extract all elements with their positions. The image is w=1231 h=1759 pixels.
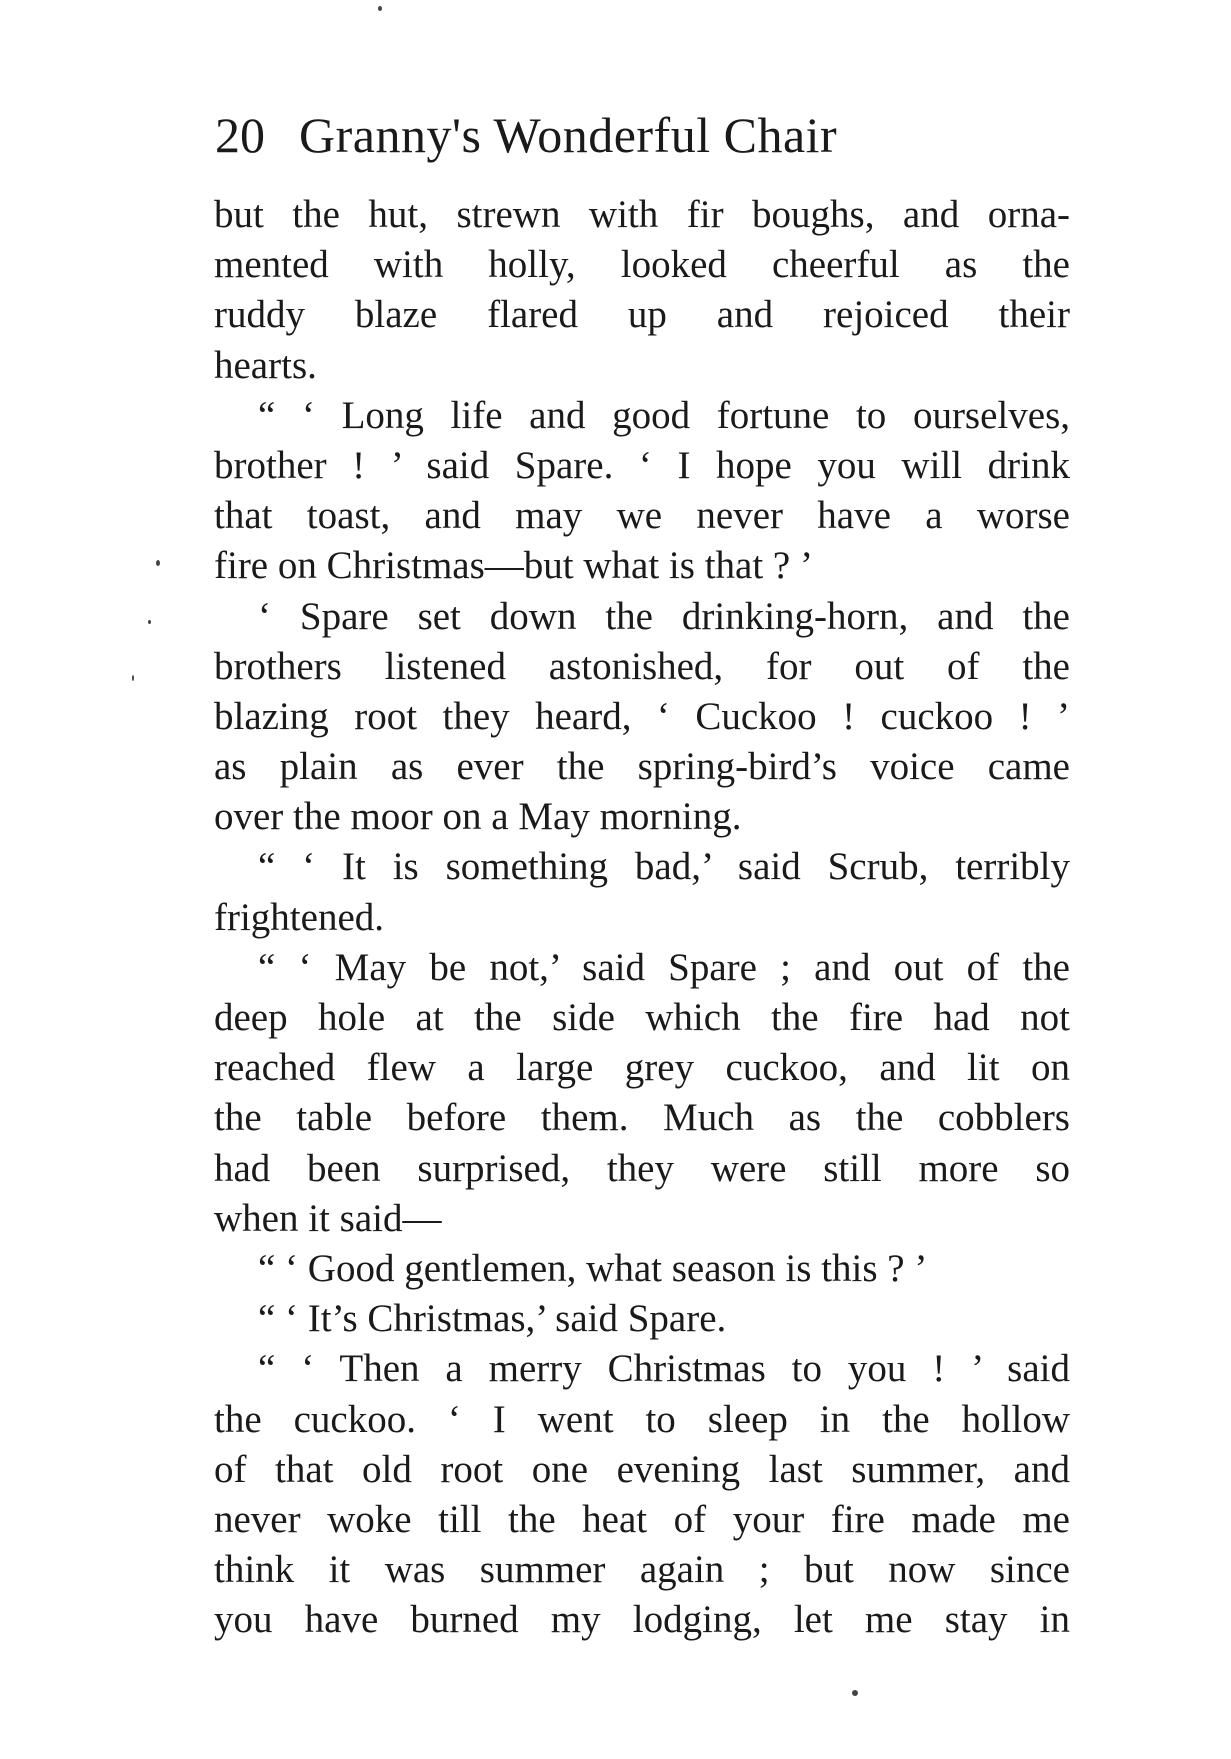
text-line: of that old root one evening last summer, and bbox=[214, 1447, 1070, 1491]
text-line: “ ‘ Then a merry Christmas to you ! ’ said bbox=[258, 1347, 1070, 1391]
text-line: think it was summer again ; but now since bbox=[214, 1548, 1070, 1592]
text-line: mented with holly, looked cheerful as the bbox=[214, 243, 1070, 287]
text-line: brothers listened astonished, for out of the bbox=[214, 644, 1070, 688]
text-line: the cuckoo. ‘ I went to sleep in the hollow bbox=[214, 1397, 1070, 1441]
text-line: reached flew a large grey cuckoo, and lit on bbox=[214, 1046, 1070, 1090]
text-line: ‘ Spare set down the drinking-horn, and the bbox=[258, 594, 1070, 638]
text-line: brother ! ’ said Spare. ‘ I hope you will drink bbox=[214, 443, 1070, 487]
text-line: hearts. bbox=[214, 343, 317, 387]
scan-speck bbox=[156, 560, 160, 566]
text-line: “ ‘ Good gentlemen, what season is this ? ’ bbox=[258, 1246, 928, 1290]
text-line: never woke till the heat of your fire made me bbox=[214, 1497, 1070, 1541]
scan-speck bbox=[148, 620, 151, 624]
text-line: fire on Christmas—but what is that ? ’ bbox=[214, 544, 813, 588]
text-line: but the hut, strewn with fir boughs, and orna- bbox=[214, 193, 1070, 236]
text-line: that toast, and may we never have a worse bbox=[214, 494, 1070, 538]
text-line: as plain as ever the spring-bird’s voice came bbox=[214, 745, 1070, 789]
text-line: you have burned my lodging, let me stay in bbox=[214, 1598, 1070, 1642]
page-number: 20 bbox=[215, 107, 265, 163]
text-line: the table before them. Much as the cobblers bbox=[214, 1096, 1070, 1140]
text-line: blazing root they heard, ‘ Cuckoo ! cuckoo ! ’ bbox=[214, 694, 1070, 738]
text-line: over the moor on a May morning. bbox=[214, 795, 742, 839]
book-title: Granny's Wonderful Chair bbox=[299, 107, 838, 163]
text-line: “ ‘ It is something bad,’ said Scrub, terribly bbox=[258, 845, 1070, 889]
scan-speck bbox=[378, 6, 382, 11]
text-line: when it said— bbox=[214, 1196, 442, 1240]
text-line: deep hole at the side which the fire had not bbox=[214, 996, 1070, 1039]
text-line: “ ‘ Long life and good fortune to ourselves, bbox=[258, 393, 1070, 437]
text-line: frightened. bbox=[214, 895, 385, 939]
body-text bbox=[214, 190, 1070, 1645]
text-line: had been surprised, they were still more so bbox=[214, 1146, 1070, 1190]
running-head bbox=[215, 100, 1015, 170]
scan-speck bbox=[852, 1690, 858, 1696]
text-line: “ ‘ It’s Christmas,’ said Spare. bbox=[258, 1297, 727, 1341]
text-line: ruddy blaze flared up and rejoiced their bbox=[214, 293, 1070, 337]
scan-speck bbox=[132, 675, 134, 681]
text-line: “ ‘ May be not,’ said Spare ; and out of the bbox=[258, 945, 1070, 989]
